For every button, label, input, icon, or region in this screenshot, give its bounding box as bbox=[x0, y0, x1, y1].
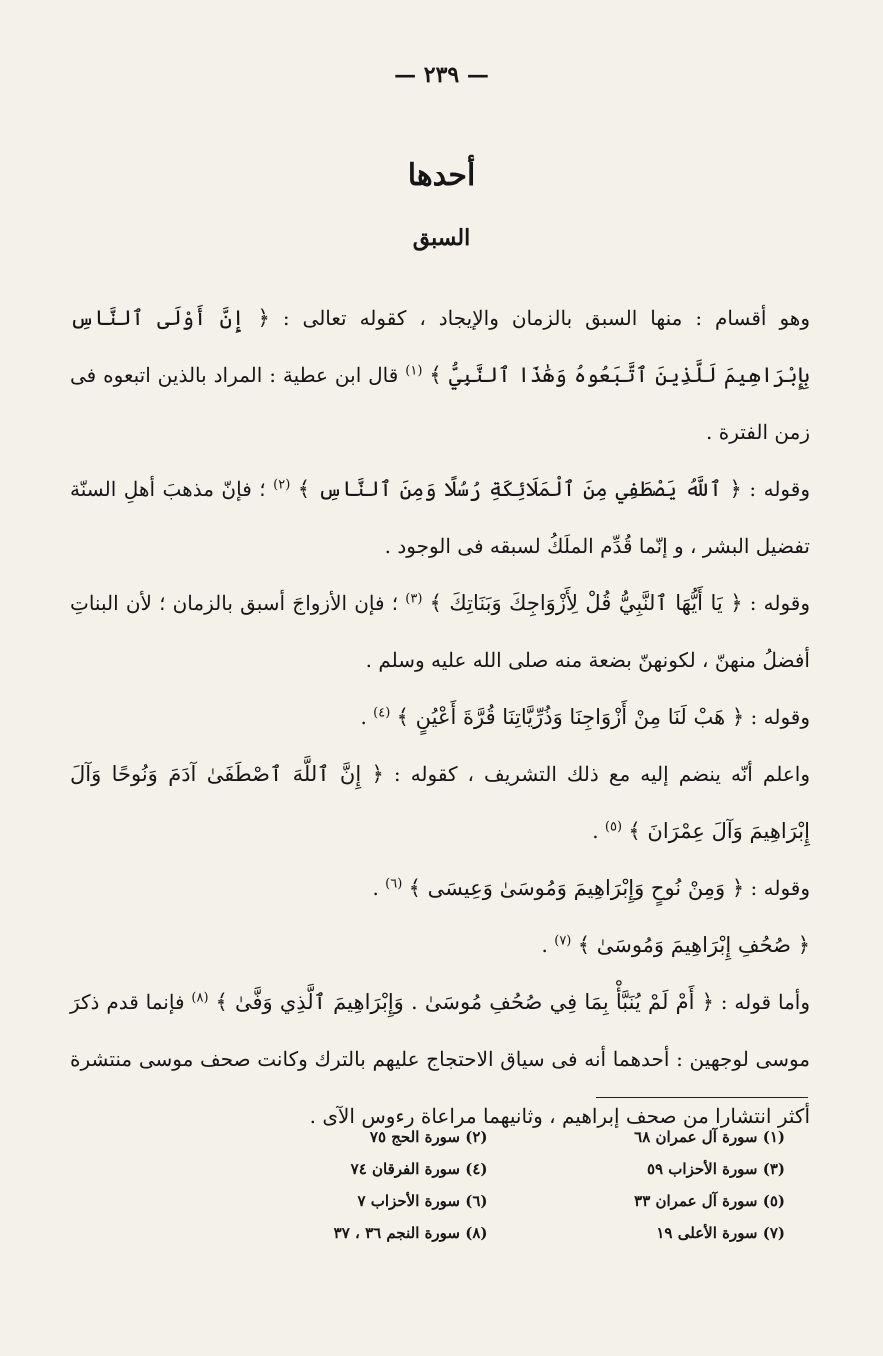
paragraph: وقوله : ﴿ ٱللَّهُ يَصْطَفِي مِنَ ٱلْمَلَائِكَةِ رُسُلًا وَمِنَ ٱلنَّاسِ ﴾ $^{(٢)}$ ؛ فإنّ مذهبَ أهلِ السنّة تفضيل البشر ، و إنّما قُدِّم الملَكُ لسبقه فى الوجود . bbox=[70, 477, 810, 558]
paragraph: وهو أقسام : منها السبق بالزمان والإيجاد ، كقوله تعالى : ﴿ إِنَّ أَوْلَى ٱلنَّاسِ بِإِبْرَاهِيمَ لَلَّذِينَ ٱتَّبَعُوهُ وَهَٰذَا ٱلنَّبِيُّ ﴾ $^{(١)}$ قال ابن عطية : المراد بالذين اتبعوه فى زمن الفترة . bbox=[70, 306, 810, 444]
footnote: (٨) سورة النجم ٣٦ ، ٣٧ bbox=[333, 1224, 488, 1242]
footnote: (٧) سورة الأعلى ١٩ bbox=[656, 1224, 785, 1242]
footnote-ref: (٦) bbox=[385, 876, 403, 892]
footnote: (١) سورة آل عمران ٦٨ bbox=[634, 1128, 785, 1146]
paragraph: واعلم أنّه ينضم إليه مع ذلك التشريف ، كقوله : ﴿ إِنَّ ٱللَّهَ ٱصْطَفَىٰ آدَمَ وَنُوحًا وَآلَ إِبْرَاهِيمَ وَآلَ عِمْرَانَ ﴾ $^{(٥)}$ . bbox=[70, 762, 810, 843]
footnote-ref: (٧) bbox=[554, 933, 572, 949]
footnote-ref: (٢) bbox=[273, 477, 291, 493]
quran-verse: ﴿ إِنَّ أَوْلَى ٱلنَّاسِ بِإِبْرَاهِيمَ لَلَّذِينَ ٱتَّبَعُوهُ وَهَٰذَا ٱلنَّبِيُّ ﴾ bbox=[70, 306, 810, 387]
footnote-ref: (٣) bbox=[405, 591, 423, 607]
footnote-ref: (٤) bbox=[373, 705, 391, 721]
footnote: (٤) سورة الفرقان ٧٤ bbox=[350, 1160, 488, 1178]
quran-verse: ﴿ أَمْ لَمْ يُنَبَّأْ بِمَا فِي صُحُفِ مُوسَىٰ . وَإِبْرَاهِيمَ ٱلَّذِي وَفَّىٰ ﴾ bbox=[215, 990, 714, 1014]
footnote-divider bbox=[596, 1097, 808, 1098]
page-number: — ٢٣٩ — bbox=[394, 62, 489, 88]
paragraph: وأما قوله : ﴿ أَمْ لَمْ يُنَبَّأْ بِمَا فِي صُحُفِ مُوسَىٰ . وَإِبْرَاهِيمَ ٱلَّذِي وَفَّىٰ ﴾ $^{(٨)}$ فإنما قدم ذكرَ موسى لوجهين : أحدهما أنه فى سياق الاحتجاج عليهم بالترك وكانت صحف موسى منتشرة أكثر انتشارا من صحف إبراهيم ، وثانيهما مراعاة رءوس الآى . bbox=[70, 990, 811, 1128]
section-subheading: السبق bbox=[412, 225, 471, 251]
footnote: (٥) سورة آل عمران ٣٣ bbox=[634, 1192, 785, 1210]
footnote: (٦) سورة الأحزاب ٧ bbox=[357, 1192, 488, 1210]
paragraph: ﴿ صُحُفِ إِبْرَاهِيمَ وَمُوسَىٰ ﴾ $^{(٧)}$ . bbox=[541, 933, 810, 957]
footnote: (٢) سورة الحج ٧٥ bbox=[369, 1128, 488, 1146]
footnotes bbox=[250, 1126, 785, 1244]
footnote-ref: (٥) bbox=[604, 819, 623, 835]
body-text bbox=[70, 290, 810, 1145]
footnote-ref: (١) bbox=[405, 363, 423, 379]
paragraph: وقوله : ﴿ وَمِنْ نُوحٍ وَإِبْرَاهِيمَ وَمُوسَىٰ وَعِيسَى ﴾ $^{(٦)}$ . bbox=[372, 876, 810, 900]
quran-verse: ﴿ إِنَّ ٱللَّهَ ٱصْطَفَىٰ آدَمَ وَنُوحًا وَآلَ إِبْرَاهِيمَ وَآلَ عِمْرَانَ ﴾ bbox=[70, 762, 810, 843]
quran-verse: ﴿ ٱللَّهُ يَصْطَفِي مِنَ ٱلْمَلَائِكَةِ رُسُلًا وَمِنَ ٱلنَّاسِ ﴾ bbox=[297, 477, 742, 501]
quran-verse: ﴿ صُحُفِ إِبْرَاهِيمَ وَمُوسَىٰ ﴾ bbox=[577, 933, 810, 957]
footnote: (٣) سورة الأحزاب ٥٩ bbox=[646, 1160, 785, 1178]
paragraph: وقوله : ﴿ يَا أَيُّهَا ٱلنَّبِيُّ قُلْ لِأَزْوَاجِكَ وَبَنَاتِكَ ﴾ $^{(٣)}$ ؛ فإن الأزواجَ أسبق بالزمان ؛ لأن البناتِ أفضلُ منهنّ ، لكونهنّ بضعة منه صلى الله عليه وسلم . bbox=[70, 591, 811, 672]
section-heading: أحدها bbox=[407, 158, 476, 193]
footnote-ref: (٨) bbox=[191, 990, 209, 1006]
quran-verse: ﴿ يَا أَيُّهَا ٱلنَّبِيُّ قُلْ لِأَزْوَاجِكَ وَبَنَاتِكَ ﴾ bbox=[429, 591, 743, 615]
quran-verse: ﴿ هَبْ لَنَا مِنْ أَزْوَاجِنَا وَذُرِّيَّاتِنَا قُرَّةَ أَعْيُنٍ ﴾ bbox=[396, 705, 745, 729]
quran-verse: ﴿ وَمِنْ نُوحٍ وَإِبْرَاهِيمَ وَمُوسَىٰ وَعِيسَى ﴾ bbox=[408, 876, 745, 900]
paragraph: وقوله : ﴿ هَبْ لَنَا مِنْ أَزْوَاجِنَا وَذُرِّيَّاتِنَا قُرَّةَ أَعْيُنٍ ﴾ $^{(٤)}$ . bbox=[360, 705, 810, 729]
